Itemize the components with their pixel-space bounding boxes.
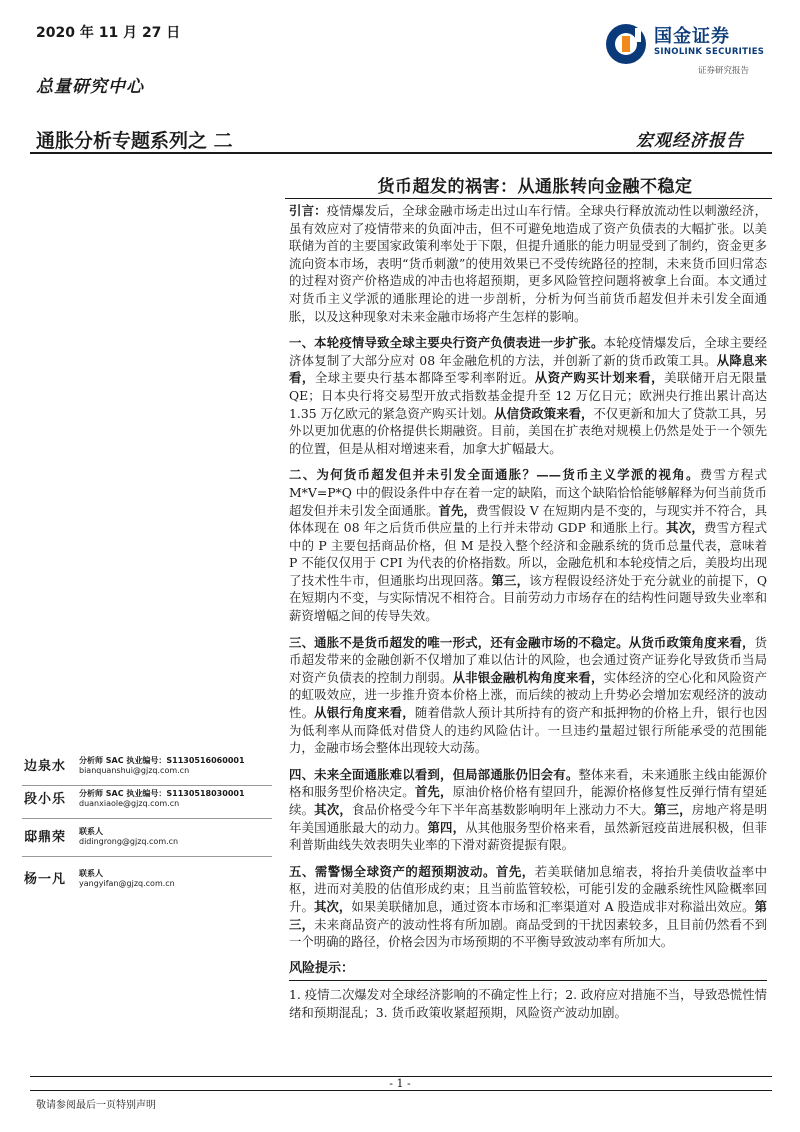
emphasis-text: 第四， bbox=[427, 819, 466, 835]
analyst-email[interactable]: yangyifan@gjzq.com.cn bbox=[79, 879, 175, 888]
emphasis-text: 其次， bbox=[666, 520, 705, 536]
emphasis-text: 从银行角度来看， bbox=[314, 705, 415, 721]
summary-paragraph bbox=[289, 634, 767, 757]
emphasis-text: 其次， bbox=[313, 898, 352, 914]
analyst-email[interactable]: didingrong@gjzq.com.cn bbox=[79, 837, 179, 846]
logo-text-en: SINOLINK SECURITIES bbox=[654, 47, 765, 57]
analyst-role: 联系人 bbox=[79, 827, 103, 836]
paragraph-text: 如果美联储加息，通过资本市场和汇率渠道对 A 股造成非对称溢出效应。 bbox=[351, 898, 755, 914]
summary-sections bbox=[289, 202, 767, 951]
report-date: 2020 年 11 月 27 日 bbox=[36, 25, 181, 41]
report-body bbox=[289, 202, 767, 1022]
paragraph-text: 货币超发带来的金融创新不仅增加了难以估计的风险，也会通过资产证券化导致货币当局对资产负债表的控制力削弱。 bbox=[289, 634, 767, 685]
report-type: 宏观经济报告 bbox=[636, 131, 744, 151]
paragraph-text: 未来商品资产的波动性将有所加剧。商品受到的干扰因素较多，且目前仍然看不到一个明确的路径，价格会因为市场预期的不平衡导致波动率有所加大。 bbox=[289, 916, 768, 950]
logo-mark-icon bbox=[604, 22, 648, 66]
emphasis-text: 一、本轮疫情导致全球主要央行资产负债表进一步扩张。 bbox=[289, 335, 604, 351]
emphasis-text: 首先， bbox=[438, 502, 476, 518]
tagline: 证券研究报告 bbox=[698, 66, 750, 76]
paragraph-text: 费雪假设 V 在短期内是不变的，与现实并不符合，具体体现在 08 年之后货币供应量的上行并未带动 GDP 和通胀上行。 bbox=[289, 502, 768, 536]
analyst-role: 分析师 SAC 执业编号：S1130518030001 bbox=[79, 789, 245, 798]
emphasis-text: 其次， bbox=[314, 802, 352, 817]
summary-paragraph bbox=[289, 863, 767, 951]
emphasis-text: 第三， bbox=[653, 802, 692, 817]
summary-paragraph bbox=[289, 202, 767, 325]
emphasis-text: 引言： bbox=[289, 203, 327, 218]
risk-text: 1. 疫情二次爆发对全球经济影响的不确定性上行；2. 政府应对措施不当，导致恐慌性情绪和预期混乱；3. 货币政策收紧超预期，风险资产波动加剧。 bbox=[289, 987, 767, 1020]
analyst-email[interactable]: bianquanshui@gjzq.com.cn bbox=[79, 766, 190, 775]
paragraph-text: 房地产将是明年美国通胀最大的动力。 bbox=[289, 802, 768, 835]
analyst-divider bbox=[22, 818, 272, 819]
analyst-role: 联系人 bbox=[79, 869, 103, 878]
emphasis-text: 第三， bbox=[491, 572, 530, 588]
analyst-name: 杨一凡 bbox=[24, 872, 67, 887]
paragraph-text: 全球主要央行基本都降至零利率附近。 bbox=[314, 370, 535, 386]
report-title: 货币超发的祸害：从通胀转向金融不稳定 bbox=[377, 177, 693, 197]
analyst-name: 段小乐 bbox=[24, 792, 67, 807]
paragraph-text: 疫情爆发后，全球金融市场走出过山车行情。全球央行释放流动性以刺激经济，虽有效应对了疫情带来的负面冲击，但不可避免地造成了资产负债表的大幅扩张。以美联储为首的主要国家政策利率处于下限，但提升通胀的能力明显受到了制约，资金更多流向资本市场，表明“货币刺激”的使用效果已不受传统路径的控制，未来货币回归常态的过程对资产价格造成的冲击也将超预期，更多风险管控问题将被拿上台面。本文通过对货币主义学派的通胀理论的进一步剖析，分析为何当前货币超发但并未引发全面通胀，以及这种现象对未来金融市场将产生怎样的影响。 bbox=[289, 203, 768, 324]
logo-text-cn: 国金证券 bbox=[654, 26, 730, 47]
emphasis-text: 五、需警惕全球资产的超预期波动。首先， bbox=[289, 863, 535, 879]
analyst-role: 分析师 SAC 执业编号：S1130516060001 bbox=[79, 756, 245, 765]
emphasis-text: 二、为何货币超发但并未引发全面通胀？——货币主义学派的视角。 bbox=[289, 467, 700, 483]
emphasis-text: 从资产购买计划来看， bbox=[534, 370, 665, 386]
emphasis-text: 从信贷政策来看， bbox=[494, 405, 594, 421]
emphasis-text: 首先， bbox=[414, 784, 453, 800]
footer-rule-bottom bbox=[30, 1090, 772, 1091]
department: 总量研究中心 bbox=[36, 77, 144, 97]
summary-paragraph bbox=[289, 466, 767, 624]
paragraph-text: 随着借款人预计其所持有的资产和抵押物的价格上升，银行也因为低利率从而降低对借贷人的违约风险估计。一旦违约量超过银行所能承受的范围能力，金融市场会整体出现较大动荡。 bbox=[289, 705, 768, 756]
emphasis-text: 从降息来看， bbox=[289, 352, 767, 386]
series-title: 通胀分析专题系列之 二 bbox=[36, 130, 233, 152]
paragraph-text: 从其他服务型价格来看，虽然新冠疫苗进展积极，但菲利普斯曲线失效表明失业率的下滑对薪资提振有限。 bbox=[289, 819, 768, 853]
risk-rule bbox=[289, 980, 767, 981]
paragraph-text: 若美联储加息缩表，将抬升美债收益率中枢，进而对美股的估值形成约束；且当前监管较松，可能引发的金融系统性风险概率回升。 bbox=[289, 863, 768, 914]
analyst-name: 邸鼎荣 bbox=[24, 830, 67, 845]
header-rule bbox=[30, 152, 772, 154]
sinolink-logo bbox=[604, 20, 770, 70]
paragraph-text: 原油价格价格有望回升，能源价格修复性反弹行情有望延续。 bbox=[289, 784, 768, 817]
analyst-name: 边泉水 bbox=[24, 759, 67, 774]
summary-paragraph bbox=[289, 334, 767, 457]
paragraph-text: 实体经济的空心化和风险资产的虹吸效应，进一步推升资本价格上涨，而后续的被动上升势必会增加宏观经济的波动性。 bbox=[289, 669, 768, 721]
emphasis-text: 第三， bbox=[289, 898, 768, 932]
analyst-email[interactable]: duanxiaole@gjzq.com.cn bbox=[79, 799, 180, 808]
paragraph-text: 不仅更新和加大了贷款工具，另外以更加优惠的价格提供长期融资。目前，美国在扩表绝对规模上仍然是处于一个领先的位置，但是从相对增速来看，加拿大扩幅最大。 bbox=[289, 405, 768, 456]
paragraph-text: 美联储开启无限量 QE；日本央行将交易型开放式指数基金提升至 12 万亿日元；欧洲央行推出累计高达 1.35 万亿欧元的紧急资产购买计划。 bbox=[289, 370, 768, 421]
summary-paragraph bbox=[289, 766, 767, 854]
emphasis-text: 三、通胀不是货币超发的唯一形式，还有金融市场的不稳定。从货币政策角度来看， bbox=[289, 634, 755, 650]
paragraph-text: 本轮疫情爆发后，全球主要经济体复制了大部分应对 08 年金融危机的方法，并创新了新的货币政策工具。 bbox=[289, 335, 768, 368]
paragraph-text: 整体来看，未来通胀主线由能源价格和服务型价格决定。 bbox=[289, 766, 768, 800]
title-rule bbox=[285, 198, 772, 199]
analyst-divider bbox=[22, 856, 272, 857]
paragraph-text: 食品价格受今年下半年高基数影响明年上涨动力不大。 bbox=[351, 802, 654, 817]
page-number: - 1 - bbox=[389, 1077, 411, 1090]
emphasis-text: 从非银金融机构角度来看， bbox=[452, 669, 604, 685]
analyst-divider bbox=[22, 785, 272, 786]
risk-heading: 风险提示： bbox=[289, 960, 355, 976]
paragraph-text: 该方程假设经济处于充分就业的前提下，Q 在短期内不变，与实际情况不相符合。目前劳动力市场存在的结构性问题导致失业率和薪资增幅之间的传导失效。 bbox=[289, 572, 768, 624]
paragraph-text: 费雪方程式 M*V=P*Q 中的假设条件中存在着一定的缺陷，而这个缺陷恰恰能够解释为何当前货币超发但并未引发全面通胀。 bbox=[289, 467, 768, 518]
paragraph-text: 费雪方程式中的 P 主要包括商品价格，但 M 是投入整个经济和金融系统的货币总量代表，意味着 P 不能仅仅用于 CPI 为代表的价格指数。所以，金融危机和本轮疫情之后，美股均出现了技术性牛市，但通胀均出现回落。 bbox=[289, 520, 768, 588]
footer-disclaimer: 敬请参阅最后一页特别声明 bbox=[36, 1100, 156, 1111]
emphasis-text: 四、未来全面通胀难以看到，但局部通胀仍旧会有。 bbox=[289, 766, 579, 782]
